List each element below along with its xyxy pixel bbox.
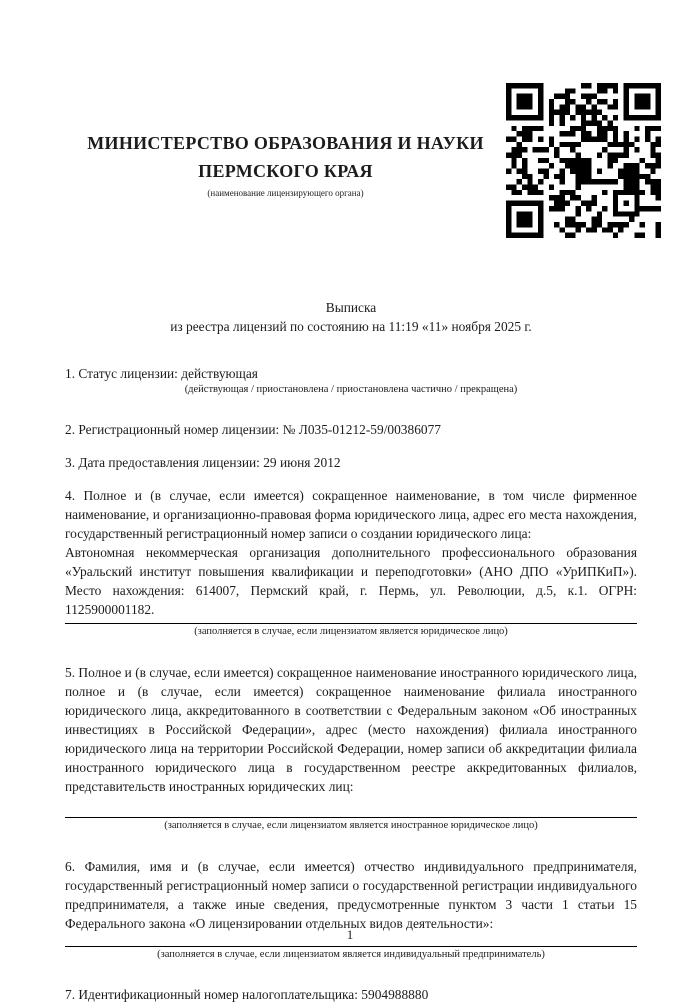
document-title-line1: Выписка — [325, 300, 377, 315]
entrepreneur-fill-line — [65, 946, 637, 947]
licensing-authority-caption: (наименование лицензирующего органа) — [207, 188, 364, 198]
license-status-line: 1. Статус лицензии: действующая — [65, 366, 258, 381]
taxpayer-id-line: 7. Идентификационный номер налогоплательщика: 5904988880 — [65, 987, 429, 1002]
foreign-entity-fill-line — [65, 817, 637, 818]
foreign-entity-caption: (заполняется в случае, если лицензиатом является иностранное юридическое лицо) — [164, 820, 538, 831]
qr-code-image — [506, 83, 661, 238]
foreign-entity-label: 5. Полное и (в случае, если имеется) сокращенное наименование иностранного юридического лица, полное и (в случае, если имеется) сокращенное наименование филиала иностранного юридического лица, аккредитованного в соответствии с Федеральным законом «Об иностранных инвестициях в Российской Федерации», адрес (место нахождения) филиала иностранного юридического лица на территории Российской Федерации, номер записи об аккредитации филиала иностранного юридического лица в государственном реестре аккредитованных филиалов, представительств иностранных юридических лиц: — [65, 665, 637, 794]
document-header — [65, 0, 637, 238]
legal-entity-label: 4. Полное и (в случае, если имеется) сокращенное наименование, в том числе фирменное наименование, и организационно-правовая форма юридического лица, адрес его места нахождения, государственный регистрационный номер записи о создании юридического лица: — [65, 488, 637, 541]
entrepreneur-label: 6. Фамилия, имя и (в случае, если имеется) отчество индивидуального предпринимателя, государственный регистрационный номер записи о государственной регистрации индивидуального предпринимателя, а также иные сведения, предусмотренные пунктом 3 части 1 статьи 15 Федерального закона «О лицензировании отдельных видов деятельности»: — [65, 859, 637, 931]
document-title — [65, 298, 637, 336]
qr-code — [506, 83, 661, 238]
legal-entity-fill-line — [65, 623, 637, 624]
document-title-line2: из реестра лицензий по состоянию на 11:19 «11» ноября 2025 г. — [170, 319, 532, 334]
legal-entity-caption: (заполняется в случае, если лицензиатом является юридическое лицо) — [194, 626, 508, 637]
licensing-authority-block — [65, 129, 506, 199]
ministry-name-line2: ПЕРМСКОГО КРАЯ — [198, 161, 373, 181]
entrepreneur-caption: (заполняется в случае, если лицензиатом является индивидуальный предприниматель) — [157, 949, 545, 960]
registration-number-line: 2. Регистрационный номер лицензии: № Л035-01212-59/00386077 — [65, 422, 441, 437]
page-number: 1 — [346, 927, 354, 942]
ministry-name-line1: МИНИСТЕРСТВО ОБРАЗОВАНИЯ И НАУКИ — [87, 133, 484, 153]
legal-entity-value: Автономная некоммерческая организация дополнительного профессионального образования «Уральский институт повышения квалификации и переподготовки» (АНО ДПО «УрИПКиП»). Место нахождения: 614007, Пермский край, г. Пермь, ул. Революции, д.5, к.1. ОГРН: 1125900001182. — [65, 545, 637, 617]
license-grant-date-line: 3. Дата предоставления лицензии: 29 июня 2012 — [65, 455, 341, 470]
license-status-caption: (действующая / приостановлена / приостановлена частично / прекращена) — [184, 384, 518, 395]
